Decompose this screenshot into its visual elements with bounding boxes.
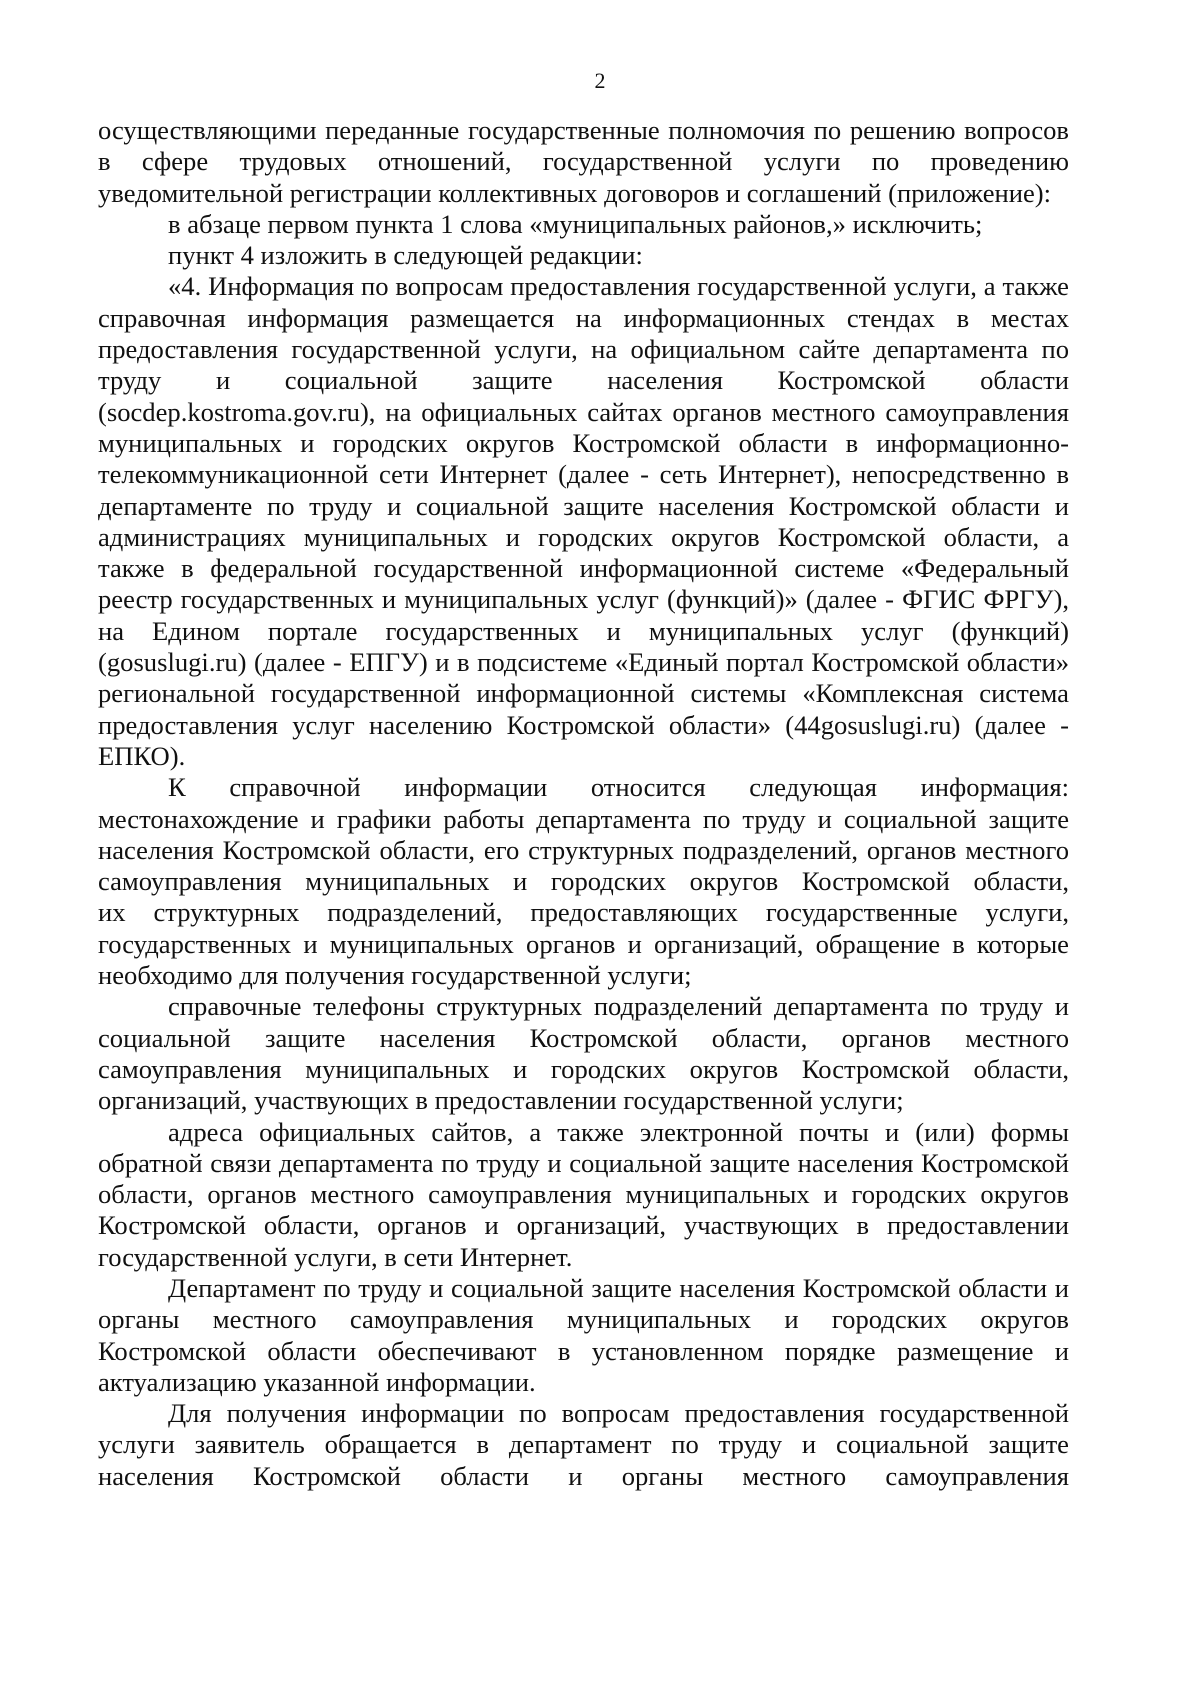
paragraph [98, 991, 1069, 1116]
text-line: справочные телефоны структурных подразделений департамента по труду и [168, 991, 1069, 1022]
text-line: адреса официальных сайтов, а также электронной почты и (или) формы [168, 1116, 1069, 1147]
text-line: на Едином портале государственных и муниципальных услуг (функций) [98, 615, 1069, 646]
text-line: местонахождение и графики работы департамента по труду и социальной защите [98, 803, 1069, 834]
paragraph [98, 1398, 1069, 1492]
text-line: региональной государственной информационной системы «Комплексная система [98, 678, 1069, 709]
text-line: области, органов местного самоуправления муниципальных и городских округов [98, 1179, 1069, 1210]
text-line: организаций, участвующих в предоставлении государственной услуги; [98, 1085, 904, 1116]
text-line: обратной связи департамента по труду и социальной защите населения Костромской [98, 1147, 1069, 1178]
paragraph [98, 115, 1069, 209]
text-line: Департамент по труду и социальной защите населения Костромской области и [168, 1272, 1069, 1303]
text-line: населения Костромской области и органы местного самоуправления [98, 1460, 1069, 1491]
text-line: уведомительной регистрации коллективных договоров и соглашений (приложение): [98, 177, 1052, 208]
text-line: ЕПКО). [98, 740, 186, 771]
text-line: (socdep.kostroma.gov.ru), на официальных сайтах органов местного самоуправления [98, 396, 1069, 427]
text-line: справочная информация размещается на информационных стендах в местах [98, 302, 1069, 333]
text-line: актуализацию указанной информации. [98, 1366, 536, 1397]
text-line: их структурных подразделений, предоставляющих государственные услуги, [98, 897, 1069, 928]
text-line: услуги заявитель обращается в департамент по труду и социальной защите [98, 1429, 1069, 1460]
text-line: в сфере трудовых отношений, государственной услуги по проведению [98, 146, 1069, 177]
text-line: необходимо для получения государственной услуги; [98, 960, 692, 991]
paragraph [98, 772, 1069, 991]
text-line: государственных и муниципальных органов и организаций, обращение в которые [98, 928, 1069, 959]
text-line: пункт 4 изложить в следующей редакции: [168, 240, 643, 271]
text-line: социальной защите населения Костромской области, органов местного [98, 1022, 1069, 1053]
page-number: 2 [594, 68, 606, 93]
text-line: самоуправления муниципальных и городских округов Костромской области, [98, 866, 1069, 897]
text-line: муниципальных и городских округов Костромской области в информационно- [98, 427, 1069, 458]
text-line: реестр государственных и муниципальных услуг (функций)» (далее - ФГИС ФРГУ), [98, 584, 1069, 615]
text-line: телекоммуникационной сети Интернет (далее - сеть Интернет), непосредственно в [98, 459, 1069, 490]
paragraph [98, 209, 1069, 240]
text-line: администрациях муниципальных и городских округов Костромской области, а [98, 521, 1069, 552]
text-line: также в федеральной государственной информационной системе «Федеральный [98, 553, 1069, 584]
text-line: Костромской области обеспечивают в установленном порядке размещение и [98, 1335, 1069, 1366]
text-line: предоставления услуг населению Костромской области» (44gosuslugi.ru) (далее - [98, 709, 1069, 740]
text-line: населения Костромской области, его структурных подразделений, органов местного [98, 834, 1069, 865]
text-line: (gosuslugi.ru) (далее - ЕПГУ) и в подсистеме «Единый портал Костромской области» [98, 647, 1069, 678]
document-body [98, 115, 1069, 1492]
text-line: Костромской области, органов и организаций, участвующих в предоставлении [98, 1210, 1069, 1241]
paragraph [98, 1273, 1069, 1398]
text-line: самоуправления муниципальных и городских округов Костромской области, [98, 1053, 1069, 1084]
text-line: государственной услуги, в сети Интернет. [98, 1241, 573, 1272]
paragraph [98, 271, 1069, 772]
text-line: осуществляющими переданные государственные полномочия по решению вопросов [98, 115, 1069, 145]
text-line: департаменте по труду и социальной защите населения Костромской области и [98, 490, 1069, 521]
paragraph [98, 240, 1069, 271]
text-line: в абзаце первом пункта 1 слова «муниципальных районов,» исключить; [168, 208, 983, 239]
text-line: Для получения информации по вопросам предоставления государственной [168, 1398, 1069, 1429]
text-line: органы местного самоуправления муниципальных и городских округов [98, 1304, 1069, 1335]
text-line: «4. Информация по вопросам предоставления государственной услуги, а также [168, 271, 1069, 302]
paragraph [98, 1117, 1069, 1273]
text-line: предоставления государственной услуги, на официальном сайте департамента по [98, 334, 1069, 365]
text-line: труду и социальной защите населения Костромской области [98, 365, 1069, 396]
text-line: К справочной информации относится следующая информация: [168, 772, 1069, 803]
